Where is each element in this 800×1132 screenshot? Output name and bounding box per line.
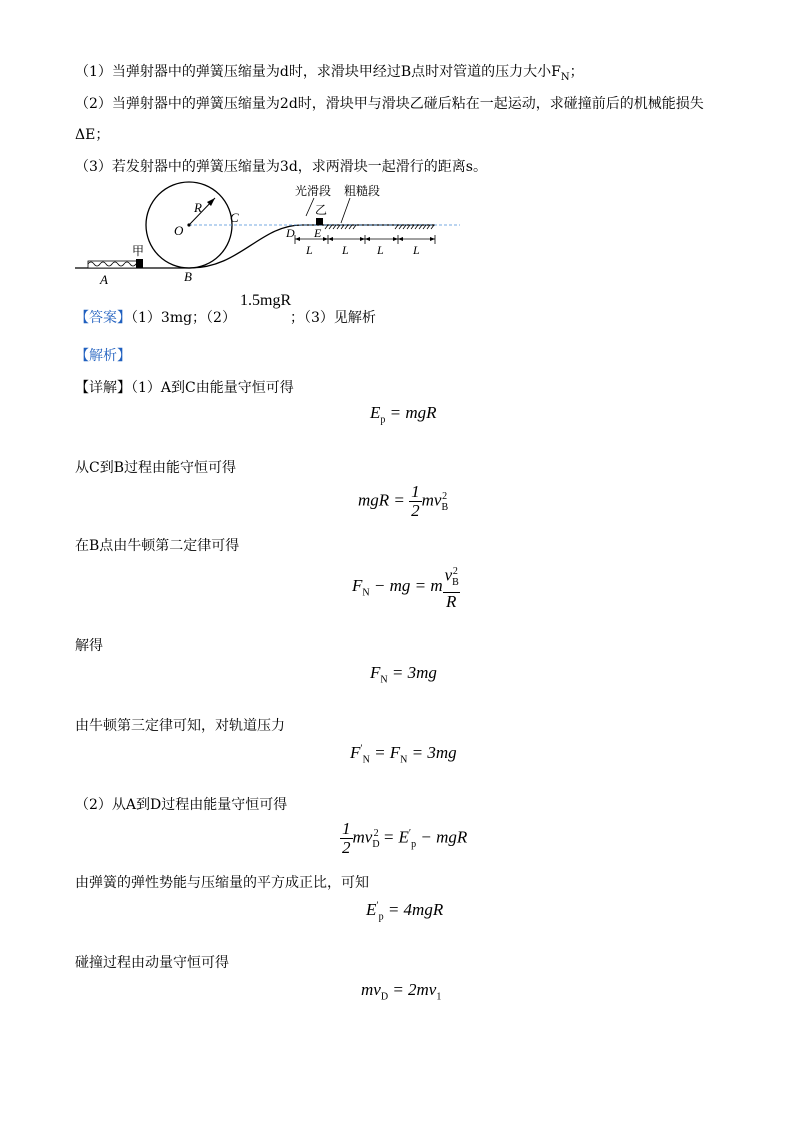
question-1 — [75, 62, 584, 88]
question-1-sub: N — [560, 71, 570, 83]
detail-step-1: （1）A到C由能量守恒可得 — [131, 380, 294, 396]
detail-step-6: （2）从A到D过程由能量守恒可得 — [75, 797, 288, 813]
question-1-text: （1）当弹射器中的弹簧压缩量为d时，求滑块甲经过B点时对管道的压力大小F — [75, 64, 561, 80]
answer-tag: 【答案】 — [75, 310, 131, 326]
block-yi — [316, 218, 323, 225]
label-rough: 粗糙段 — [344, 184, 381, 198]
equation-6: $\frac{1}{2}$ $mv_D^2 = E'_p$ − mgR — [342, 819, 468, 857]
label-yi: 乙 — [315, 203, 328, 217]
label-L-2: L — [342, 243, 349, 257]
label-A: A — [100, 272, 108, 287]
label-O: O — [174, 223, 184, 238]
answer-line — [75, 308, 236, 328]
detail-step-2: 从C到B过程由能守恒可得 — [75, 460, 236, 476]
block-jia — [136, 259, 143, 268]
question-3: （3）若发射器中的弹簧压缩量为3d，求两滑块一起滑行的距离s。 — [75, 159, 487, 175]
equation-3: $F_N$ − mg = m $\frac{v_B^2}{R}$ — [352, 563, 460, 611]
rough-pointer — [341, 198, 350, 223]
label-L-1: L — [306, 243, 313, 257]
question-2: （2）当弹射器中的弹簧压缩量为2d时，滑块甲与滑块乙碰后粘在一起运动，求碰撞前后的机械能损失 — [75, 96, 704, 112]
answer-part3: ；（3）见解析 — [290, 310, 376, 326]
label-R: R — [194, 200, 202, 215]
answer-energy-loss: 1.5mgR — [240, 292, 292, 309]
equation-4: $F_N = 3mg$ — [370, 663, 437, 686]
label-L-3: L — [377, 243, 384, 257]
question-1-end: ； — [569, 64, 584, 80]
detail-step-3: 在B点由牛顿第二定律可得 — [75, 538, 240, 554]
analysis-tag: 【解析】 — [75, 348, 131, 364]
label-L-4: L — [413, 243, 420, 257]
label-smooth: 光滑段 — [295, 184, 332, 198]
equation-7: $E'_p = 4mgR$ — [366, 900, 444, 923]
equation-8: $mv_D = 2mv_1$ — [361, 980, 442, 1003]
label-C: C — [230, 210, 239, 225]
label-D: D — [286, 226, 295, 240]
label-E: E — [314, 226, 322, 240]
equation-2: mgR = $\frac{1}{2}$ $mv_B^2$ — [358, 482, 449, 520]
equation-5: $F'_N = F_N = 3mg$ — [350, 743, 457, 766]
smooth-pointer — [306, 198, 314, 216]
center-point — [187, 223, 190, 226]
detail-step-4: 解得 — [75, 638, 103, 654]
detail-step-5: 由牛顿第三定律可知，对轨道压力 — [75, 718, 285, 734]
answer-part1: （1）3mg；（2） — [131, 310, 236, 326]
label-jia: 甲 — [132, 244, 145, 258]
physics-figure — [70, 180, 470, 290]
detail-line-1 — [75, 378, 294, 398]
detail-step-8: 碰撞过程由动量守恒可得 — [75, 955, 229, 971]
detail-tag: 【详解】 — [75, 380, 131, 396]
equation-1: $E_p$ = mgR — [370, 403, 437, 426]
detail-step-7: 由弹簧的弹性势能与压缩量的平方成正比，可知 — [75, 875, 369, 891]
question-2-cont: ΔE； — [75, 127, 110, 143]
label-B: B — [184, 269, 192, 284]
